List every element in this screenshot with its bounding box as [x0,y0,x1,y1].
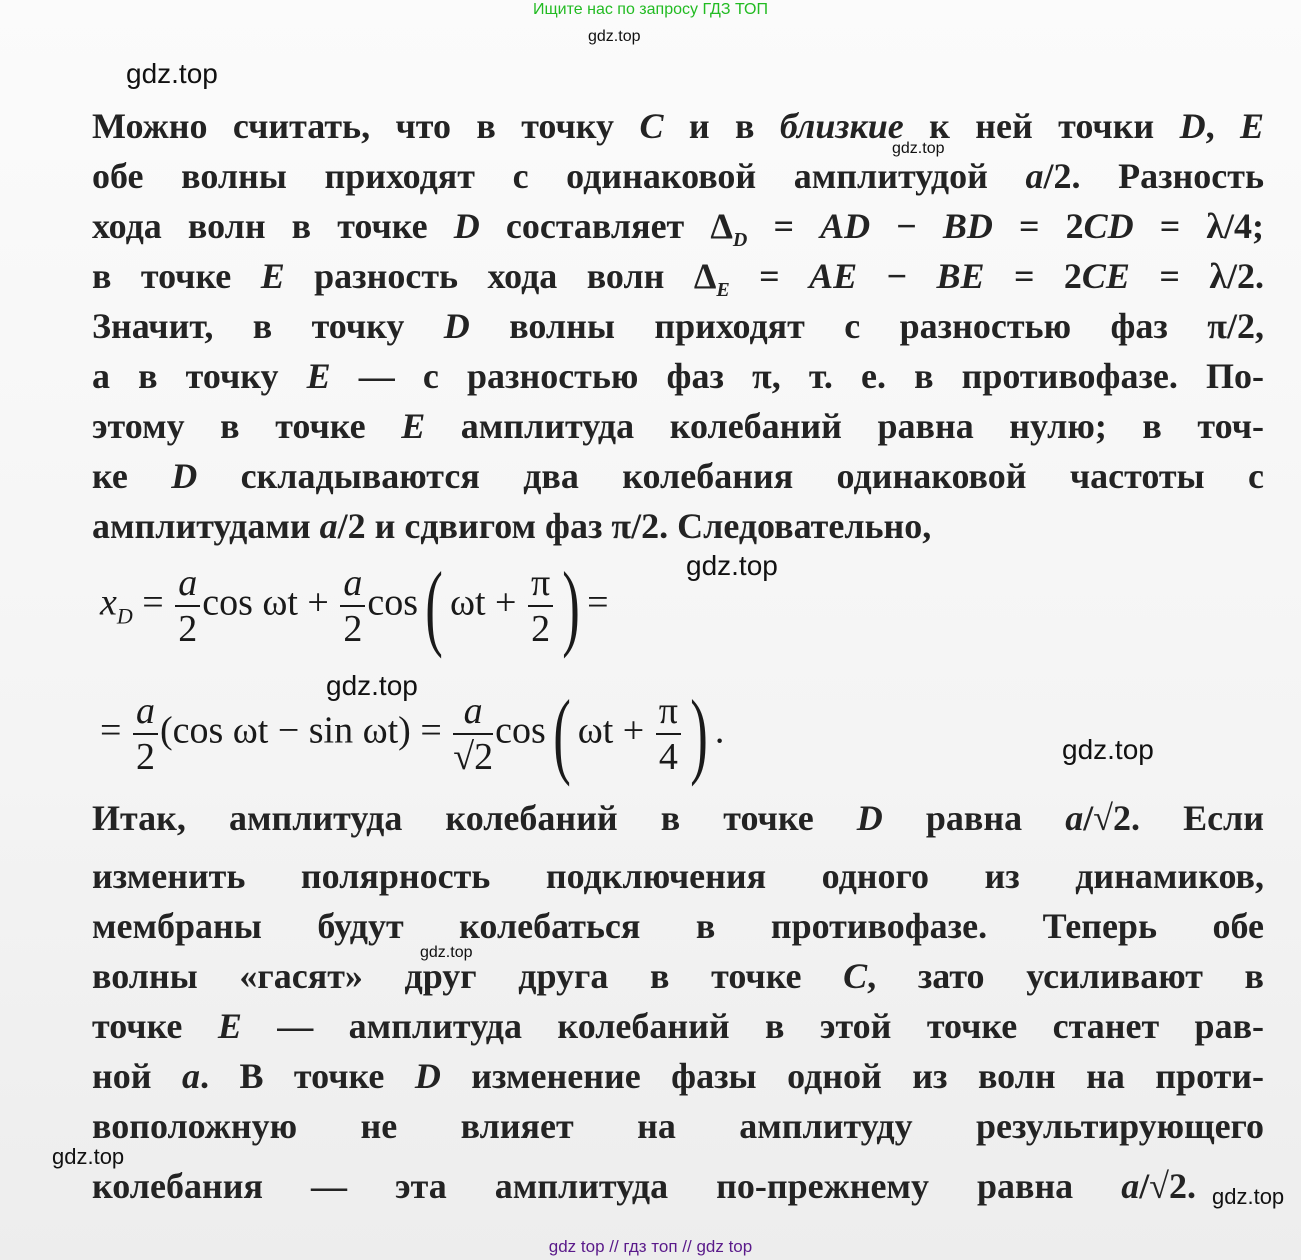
numerator: π [528,561,553,607]
search-banner[interactable]: Ищите нас по запросу ГДЗ ТОП [533,1,768,18]
fraction-a-over-2 [175,561,200,651]
text-line: колебания — эта амплитуда по-прежнему равна a/√2. [92,1166,1196,1206]
left-paren: ( [552,680,571,787]
cos-term: cos [367,581,419,624]
fraction-a-over-2 [340,561,365,651]
denominator: 2 [531,608,551,650]
numerator: π [656,689,681,735]
watermark-lower-mid: gdz.top [420,944,473,961]
watermark-bottom-left: gdz.top [52,1144,125,1169]
watermark-formula-right: gdz.top [686,550,778,581]
fraction-pi-over-2 [528,561,553,651]
text-line: ке D складываются два колебания одинаковой частоты с [92,456,1265,496]
formula-line-1 [100,552,609,659]
formula-lhs: x [100,581,117,624]
watermark-right-mid: gdz.top [1062,734,1154,765]
equals-sign: = [142,581,164,624]
text-line: хода волн в точке D составляет $\Delta_D$ = AD − BD = 2CD = λ/4; [92,206,1265,252]
watermark-top-center: gdz.top [588,28,641,45]
watermark-top-left: gdz.top [126,58,218,89]
fraction-a-over-sqrt2 [453,689,493,779]
text-line: мембраны будут колебаться в противофазе. Теперь обе [92,906,1264,946]
footer-links[interactable]: gdz top // гдз топ // gdz top [548,1237,753,1256]
cos-term: cos ωt + [202,581,329,624]
numerator: a [343,562,363,604]
denominator: √2 [453,736,494,778]
fraction-a-over-2 [133,689,158,779]
equals-sign: = [587,581,609,624]
period: . [714,709,725,752]
text-line: воположную не влияет на амплитуду результирующего [92,1106,1264,1146]
denominator: 2 [135,736,155,778]
numerator: a [135,690,155,732]
denominator: 2 [178,608,198,650]
text-line: ной a. В точке D изменение фазы одной из волн на проти- [92,1056,1265,1096]
formula-lhs-subscript: D [116,603,133,629]
text-line: обе волны приходят с одинаковой амплитудой a/2. Разность [92,156,1264,196]
numerator: a [178,562,198,604]
denominator: 4 [658,736,678,778]
numerator: a [463,690,483,732]
denominator: 2 [343,608,363,650]
text-line: Значит, в точку D волны приходят с разностью фаз π/2, [92,306,1264,346]
watermark-formula-left: gdz.top [326,670,418,701]
watermark-bottom-right: gdz.top [1212,1184,1285,1209]
equals-sign: = [100,709,122,752]
text-line: амплитудами a/2 и сдвигом фаз π/2. Следовательно, [92,506,932,546]
watermark-upper-mid: gdz.top [892,140,945,157]
right-paren: ) [562,552,580,659]
right-paren: ) [690,680,708,787]
cos-term: cos [495,709,546,752]
fraction-pi-over-4 [656,689,681,779]
text-line: Итак, амплитуда колебаний в точке D равна a/√2. Если [92,798,1264,838]
text-line: изменить полярность подключения одного из динамиков, [92,856,1264,896]
text-line: в точке E разность хода волн $\Delta_E$ = AE − BE = 2CE = λ/2. [92,256,1265,302]
left-paren: ( [425,552,443,659]
text-line: точке E — амплитуда колебаний в этой точке станет рав- [92,1006,1264,1046]
text-line: этому в точке E амплитуда колебаний равна нулю; в точ- [92,406,1264,446]
text-line: волны «гасят» друг друга в точке C, зато усиливают в [92,956,1264,996]
text-line: а в точку E — с разностью фаз π, т. е. в противофазе. По- [92,356,1264,396]
argument: ωt + [449,581,517,624]
cos-minus-sin: (cos ωt − sin ωt) = [159,709,442,752]
argument: ωt + [577,709,645,752]
text-line: Можно считать, что в точку C и в близкие к ней точки D, E [92,106,1264,146]
